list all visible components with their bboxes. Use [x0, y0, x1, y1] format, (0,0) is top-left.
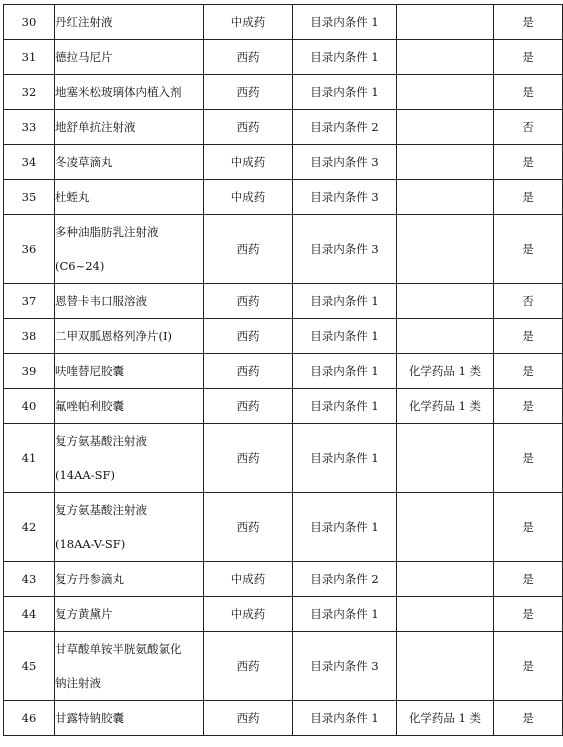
drug-type: 西药: [204, 354, 293, 389]
drug-category: [397, 632, 494, 701]
catalog-condition: 目录内条件 1: [293, 424, 397, 493]
drug-name: [55, 354, 204, 389]
yes-no-flag: 是: [494, 562, 563, 597]
yes-no-flag: 是: [494, 389, 563, 424]
row-number: 35: [4, 180, 55, 215]
drug-type: 中成药: [204, 145, 293, 180]
yes-no-flag: 是: [494, 75, 563, 110]
drug-category: [397, 40, 494, 75]
drug-name-line: 恩替卡韦口服溶液: [55, 294, 147, 308]
drug-type: 西药: [204, 424, 293, 493]
drug-category: [397, 424, 494, 493]
row-number: 33: [4, 110, 55, 145]
table-row: [4, 215, 563, 284]
row-number: 43: [4, 562, 55, 597]
table-row: [4, 424, 563, 493]
drug-name-line: 地舒单抗注射液: [55, 120, 136, 134]
drug-table: [3, 4, 563, 736]
table-row: [4, 701, 563, 736]
row-number: 38: [4, 319, 55, 354]
yes-no-flag: 是: [494, 215, 563, 284]
drug-category: 化学药品 1 类: [397, 389, 494, 424]
drug-name: [55, 424, 204, 493]
drug-category: [397, 215, 494, 284]
drug-name-line: (18AA-V-SF): [55, 537, 126, 551]
drug-name-line: 复方氨基酸注射液: [55, 503, 147, 517]
drug-name-line: 德拉马尼片: [55, 50, 113, 64]
drug-name-line: (C6~24): [55, 259, 105, 273]
drug-name-line: 呋喹替尼胶囊: [55, 364, 124, 378]
drug-name-line: (14AA-SF): [55, 468, 115, 482]
drug-name-line: 甘草酸单铵半胱氨酸氯化: [55, 642, 182, 656]
table-row: [4, 562, 563, 597]
catalog-condition: 目录内条件 1: [293, 354, 397, 389]
drug-name-line: 复方黄黛片: [55, 607, 113, 621]
drug-table-body: [4, 5, 563, 736]
drug-category: 化学药品 1 类: [397, 701, 494, 736]
drug-name-line: 丹红注射液: [55, 15, 113, 29]
catalog-condition: 目录内条件 3: [293, 215, 397, 284]
table-row: [4, 284, 563, 319]
table-row: [4, 632, 563, 701]
row-number: 39: [4, 354, 55, 389]
row-number: 30: [4, 5, 55, 40]
drug-name: [55, 389, 204, 424]
drug-name-line: 地塞米松玻璃体内植入剂: [55, 85, 182, 99]
table-row: [4, 389, 563, 424]
drug-category: [397, 145, 494, 180]
drug-name-line: 杜蛭丸: [55, 190, 90, 204]
drug-name: [55, 319, 204, 354]
drug-category: [397, 180, 494, 215]
table-row: [4, 110, 563, 145]
drug-name-line: 复方丹参滴丸: [55, 572, 124, 586]
yes-no-flag: 否: [494, 284, 563, 319]
table-row: [4, 145, 563, 180]
drug-name: [55, 284, 204, 319]
yes-no-flag: 是: [494, 40, 563, 75]
drug-type: 西药: [204, 701, 293, 736]
drug-type: 西药: [204, 632, 293, 701]
yes-no-flag: 是: [494, 493, 563, 562]
row-number: 46: [4, 701, 55, 736]
yes-no-flag: 是: [494, 354, 563, 389]
catalog-condition: 目录内条件 1: [293, 40, 397, 75]
catalog-condition: 目录内条件 1: [293, 5, 397, 40]
drug-name-line: 冬凌草滴丸: [55, 155, 113, 169]
row-number: 45: [4, 632, 55, 701]
yes-no-flag: 是: [494, 180, 563, 215]
drug-category: [397, 597, 494, 632]
catalog-condition: 目录内条件 1: [293, 389, 397, 424]
drug-type: 西药: [204, 75, 293, 110]
catalog-condition: 目录内条件 1: [293, 493, 397, 562]
drug-category: [397, 110, 494, 145]
table-row: [4, 354, 563, 389]
row-number: 37: [4, 284, 55, 319]
yes-no-flag: 是: [494, 424, 563, 493]
drug-name: [55, 145, 204, 180]
catalog-condition: 目录内条件 1: [293, 319, 397, 354]
yes-no-flag: 是: [494, 597, 563, 632]
row-number: 42: [4, 493, 55, 562]
drug-name: [55, 493, 204, 562]
drug-type: 中成药: [204, 5, 293, 40]
row-number: 31: [4, 40, 55, 75]
drug-name: [55, 40, 204, 75]
row-number: 44: [4, 597, 55, 632]
yes-no-flag: 是: [494, 145, 563, 180]
yes-no-flag: 是: [494, 632, 563, 701]
row-number: 34: [4, 145, 55, 180]
drug-type: 中成药: [204, 180, 293, 215]
drug-name: [55, 110, 204, 145]
drug-name-line: 复方氨基酸注射液: [55, 434, 147, 448]
table-row: [4, 493, 563, 562]
drug-name: [55, 597, 204, 632]
drug-name: [55, 632, 204, 701]
table-row: [4, 5, 563, 40]
drug-type: 西药: [204, 319, 293, 354]
drug-type: 西药: [204, 215, 293, 284]
catalog-condition: 目录内条件 2: [293, 110, 397, 145]
catalog-condition: 目录内条件 1: [293, 701, 397, 736]
catalog-condition: 目录内条件 3: [293, 180, 397, 215]
yes-no-flag: 否: [494, 110, 563, 145]
drug-category: 化学药品 1 类: [397, 354, 494, 389]
drug-category: [397, 319, 494, 354]
drug-name: [55, 180, 204, 215]
drug-category: [397, 562, 494, 597]
yes-no-flag: 是: [494, 319, 563, 354]
row-number: 32: [4, 75, 55, 110]
drug-category: [397, 284, 494, 319]
drug-category: [397, 493, 494, 562]
row-number: 36: [4, 215, 55, 284]
drug-type: 西药: [204, 284, 293, 319]
drug-type: 中成药: [204, 597, 293, 632]
table-row: [4, 180, 563, 215]
drug-type: 中成药: [204, 562, 293, 597]
row-number: 41: [4, 424, 55, 493]
drug-type: 西药: [204, 389, 293, 424]
drug-name-line: 钠注射液: [55, 676, 101, 690]
drug-category: [397, 5, 494, 40]
catalog-condition: 目录内条件 2: [293, 562, 397, 597]
drug-name-line: 多种油脂肪乳注射液: [55, 225, 159, 239]
drug-type: 西药: [204, 493, 293, 562]
drug-name-line: 氟唑帕利胶囊: [55, 399, 124, 413]
drug-type: 西药: [204, 110, 293, 145]
drug-name: [55, 5, 204, 40]
yes-no-flag: 是: [494, 701, 563, 736]
catalog-condition: 目录内条件 1: [293, 597, 397, 632]
row-number: 40: [4, 389, 55, 424]
catalog-condition: 目录内条件 1: [293, 284, 397, 319]
drug-type: 西药: [204, 40, 293, 75]
table-row: [4, 75, 563, 110]
drug-name-line: 二甲双胍恩格列净片(Ⅰ): [55, 329, 173, 343]
catalog-condition: 目录内条件 1: [293, 75, 397, 110]
drug-name: [55, 75, 204, 110]
table-row: [4, 597, 563, 632]
drug-name: [55, 215, 204, 284]
table-row: [4, 319, 563, 354]
yes-no-flag: 是: [494, 5, 563, 40]
drug-name: [55, 701, 204, 736]
table-row: [4, 40, 563, 75]
drug-category: [397, 75, 494, 110]
catalog-condition: 目录内条件 3: [293, 632, 397, 701]
drug-name: [55, 562, 204, 597]
drug-name-line: 甘露特钠胶囊: [55, 711, 124, 725]
catalog-condition: 目录内条件 3: [293, 145, 397, 180]
